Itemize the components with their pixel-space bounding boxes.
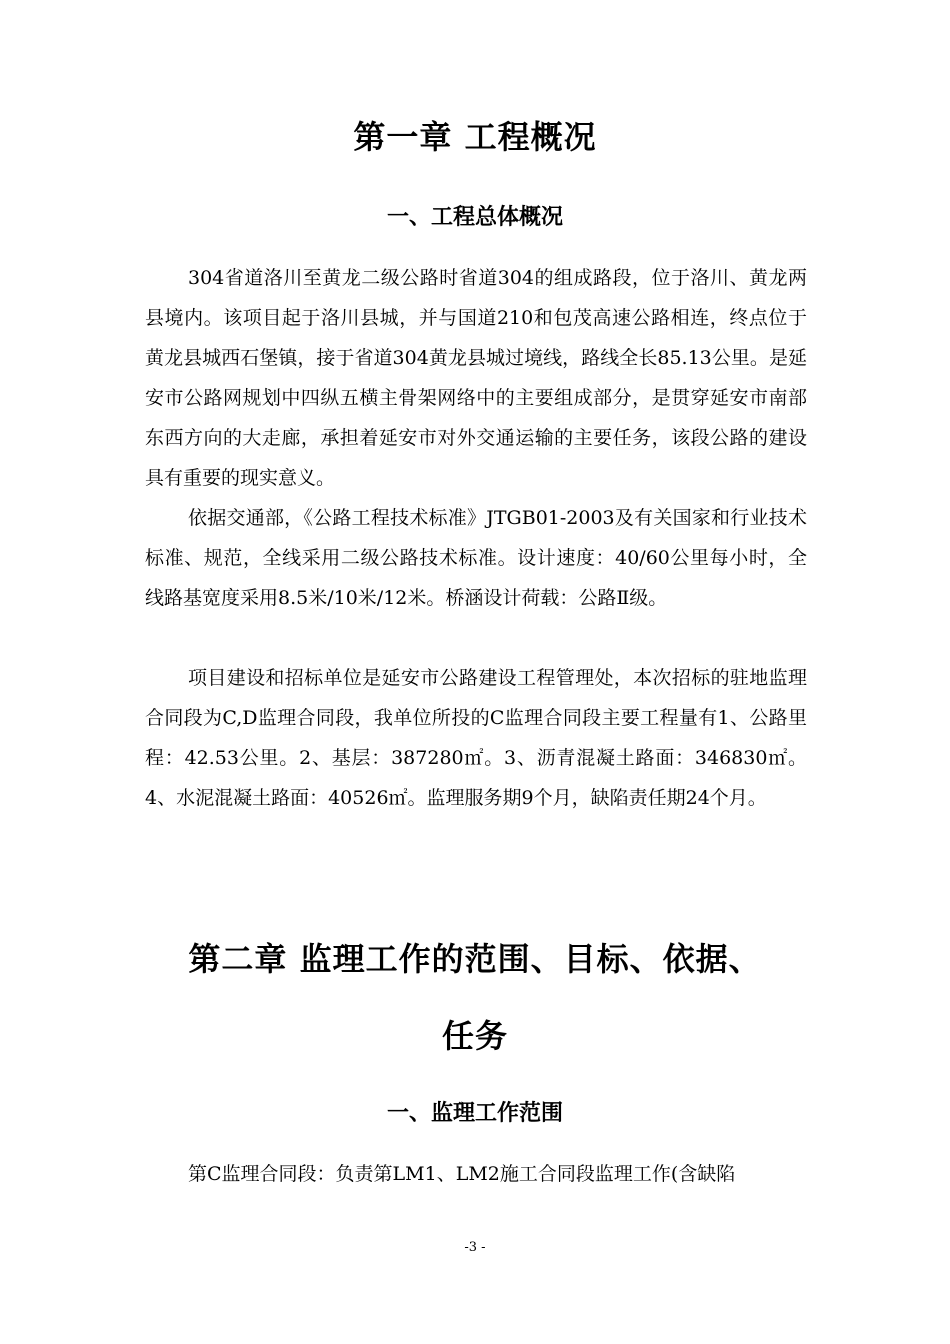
chapter-2-section-1-title: 一、监理工作范围 — [386, 1101, 563, 1126]
chapter-1-section-1-title: 一、工程总体概况 — [386, 205, 563, 230]
chapter-1-paragraph-2: 依据交通部，《公路工程技术标准》JTGB01-2003及有关国家和行业技术标准、规范，全线采用二级公路技术标准。设计速度：40/60公里每小时，全线路基宽度采用8.5米/10米/12米。桥涵设计荷载：公路Ⅱ级。 — [145, 507, 807, 609]
chapter-2-title-line-1: 第二章 监理工作的范围、目标、依据、 — [188, 940, 762, 978]
chapter-1-paragraph-3: 项目建设和招标单位是延安市公路建设工程管理处，本次招标的驻地监理合同段为C,D监理合同段，我单位所投的C监理合同段主要工程量有1、公路里程：42.53公里。2、基层：387280㎡。3、沥青混凝土路面：346830㎡。4、水泥混凝土路面：40526㎡。监理服务期9个月，缺陷责任期24个月。 — [145, 667, 807, 809]
chapter-2-paragraph-1: 第C监理合同段：负责第LM1、LM2施工合同段监理工作(含缺陷 — [188, 1163, 736, 1185]
chapter-2-title-line-2: 任务 — [441, 1017, 508, 1055]
page-number: -3 - — [464, 1240, 486, 1255]
chapter-1-paragraph-1: 304省道洛川至黄龙二级公路时省道304的组成路段，位于洛川、黄龙两县境内。该项目起于洛川县城，并与国道210和包茂高速公路相连，终点位于黄龙县城西石堡镇，接于省道304黄龙县城过境线，路线全长85.13公里。是延安市公路网规划中四纵五横主骨架网络中的主要组成部分，是贯穿延安市南部东西方向的大走廊，承担着延安市对外交通运输的主要任务，该段公路的建设具有重要的现实意义。 — [145, 267, 807, 489]
chapter-1-title: 第一章 工程概况 — [353, 118, 597, 156]
